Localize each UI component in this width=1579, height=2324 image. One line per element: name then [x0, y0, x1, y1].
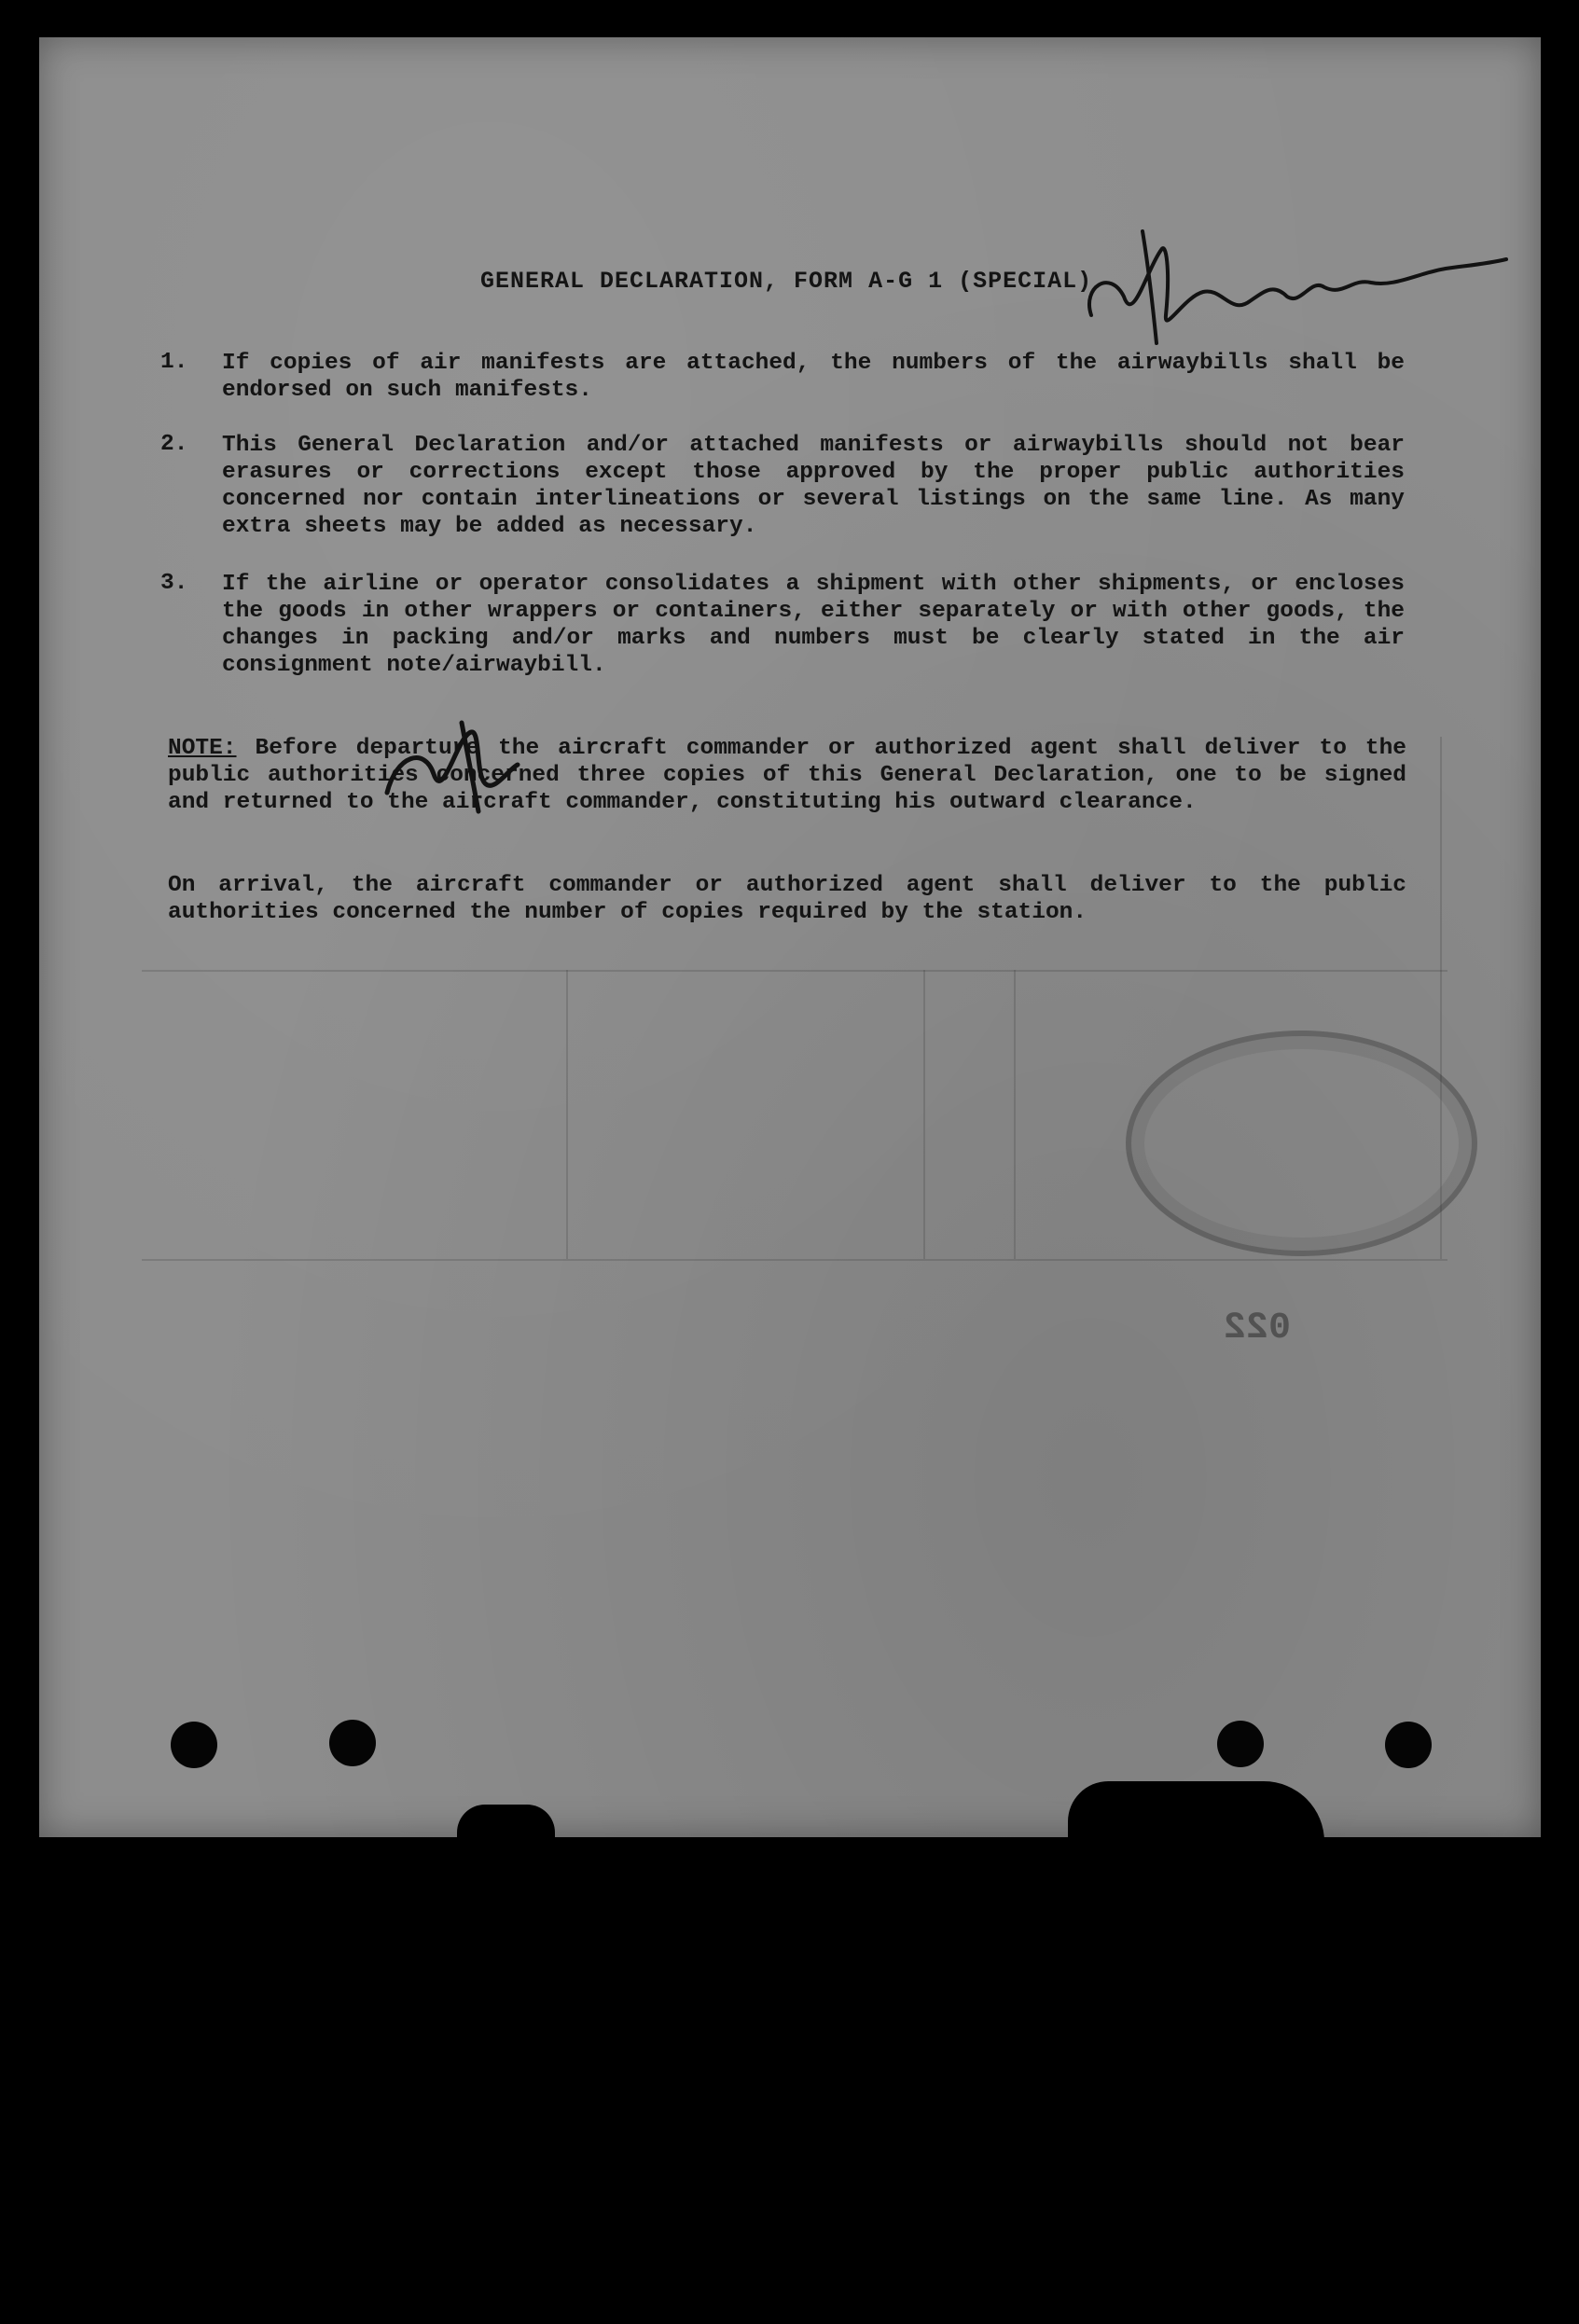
- item-text: If copies of air manifests are attached, the numbers of the airwaybills shall be endorsed on such manifests.: [222, 351, 1405, 403]
- note-label: NOTE:: [168, 736, 237, 761]
- item-text: This General Declaration and/or attached manifests or airwaybills should not bear erasures or corrections except those approved by the proper public authorities concerned nor contain interlineations or several listings on the same line. As many extra sheets may be added as necessary.: [222, 433, 1405, 539]
- item-number: 1.: [160, 350, 188, 375]
- punch-hole: [171, 1722, 217, 1768]
- torn-edge: [1068, 1781, 1324, 1842]
- punch-hole: [1385, 1722, 1432, 1768]
- bleed-through-rule: [142, 970, 1447, 972]
- arrival-paragraph: On arrival, the aircraft commander or authorized agent shall deliver to the public authorities concerned the number of copies required by the station.: [168, 873, 1406, 925]
- item-number: 3.: [160, 571, 188, 596]
- handwritten-signature: [1073, 213, 1511, 362]
- page-title: GENERAL DECLARATION, FORM A-G 1 (SPECIAL): [480, 268, 1093, 295]
- torn-edge: [457, 1805, 555, 1842]
- bleed-through-text: [347, 159, 364, 190]
- handwritten-initials: [368, 718, 527, 821]
- customs-stamp-mirrored: [1126, 1031, 1477, 1256]
- item-number: 2.: [160, 432, 188, 457]
- item-text: If the airline or operator consolidates a shipment with other shipments, or encloses the goods in other wrappers or containers, either separately or with other goods, the changes in packing and/or marks and numbers must be clearly stated in the air consignment note/airwaybill.: [222, 572, 1405, 678]
- punch-hole: [1217, 1721, 1264, 1767]
- note-paragraph: [168, 735, 1406, 816]
- bleed-through-rule: [923, 970, 925, 1259]
- note-text: Before departure the aircraft commander or authorized agent shall deliver to the public authorities concerned three copies of this General Declaration, one to be signed and returned to the aircraft commander, constituting his outward clearance.: [168, 736, 1407, 815]
- bleed-through-rule: [142, 1259, 1447, 1261]
- punch-hole: [329, 1720, 376, 1766]
- bleed-through-rule: [566, 970, 568, 1259]
- bleed-through-rule: [1014, 970, 1016, 1259]
- bleed-through-number: 022: [1224, 1307, 1292, 1349]
